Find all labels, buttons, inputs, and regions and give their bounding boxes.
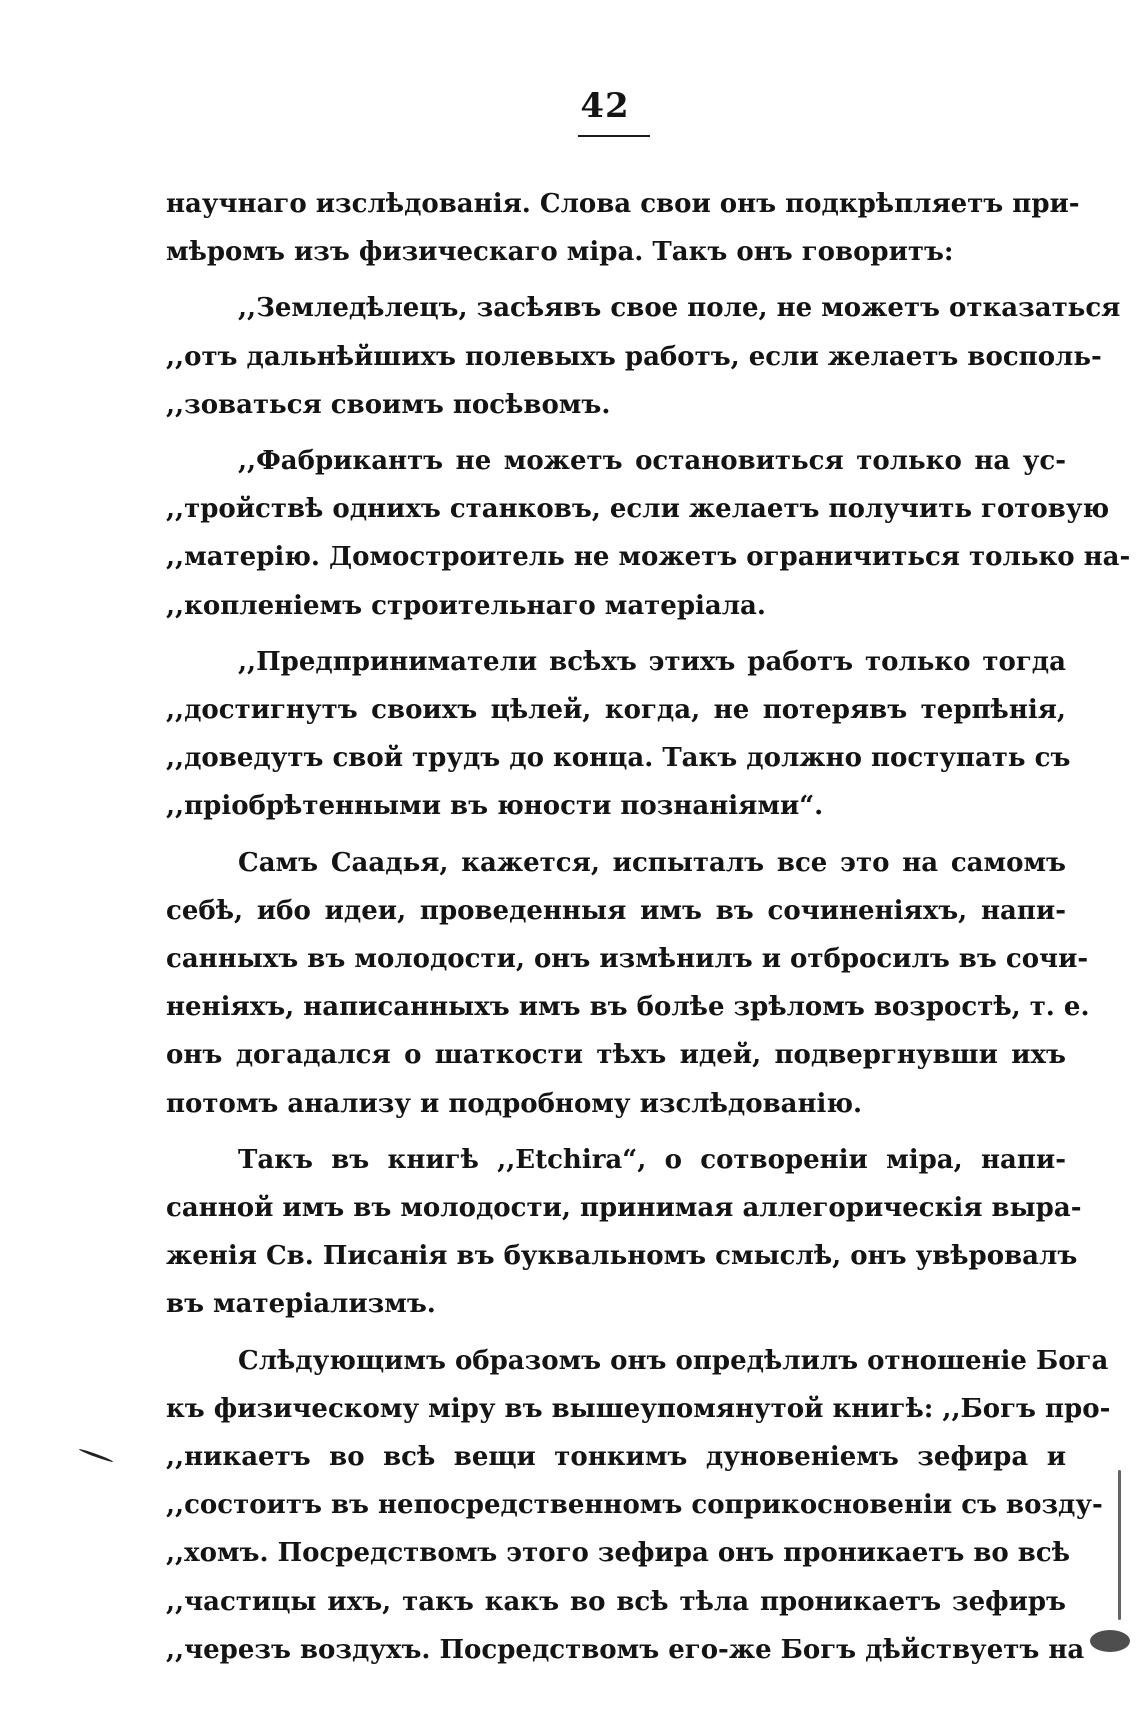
text-line: санной имъ въ молодости, принимая аллегорическія выра-: [166, 1193, 1082, 1224]
text-line: ,,отъ дальнѣйшихъ полевыхъ работъ, если желаетъ восполь-: [166, 341, 1102, 372]
text-line: себѣ, ибо идеи, проведенныя имъ въ сочиненіяхъ, напи-: [166, 895, 1066, 926]
scan-smudge: [1118, 1470, 1121, 1620]
text-line: ,,копленіемъ строительнаго матеріала.: [166, 590, 766, 621]
text-line: ,,тройствѣ однихъ станковъ, если желаетъ получить готовую: [166, 494, 1110, 525]
text-line: санныхъ въ молодости, онъ измѣнилъ и отбросилъ въ сочи-: [166, 944, 1089, 975]
text-line: ,,Земледѣлецъ, засѣявъ свое поле, не можетъ отказаться: [238, 293, 1121, 324]
text-line: ,,частицы ихъ, такъ какъ во всѣ тѣла проникаетъ зефиръ: [166, 1586, 1066, 1617]
text-line: ,,доведутъ свой трудъ до конца. Такъ должно поступать съ: [166, 743, 1071, 774]
body-text: [166, 180, 1131, 1674]
text-line: Самъ Саадья, кажется, испыталъ все это на самомъ: [238, 847, 1066, 878]
paragraph-gap: [166, 630, 1066, 638]
text-line: ,,матерію. Домостроитель не можетъ ограничиться только на-: [166, 542, 1131, 573]
paragraph-gap: [166, 831, 1066, 839]
scan-smudge: [79, 1448, 114, 1463]
text-line: ,,Фабрикантъ не можетъ остановиться только на ус-: [238, 446, 1066, 477]
text-line: ,,состоитъ въ непосредственномъ соприкосновеніи съ возду-: [166, 1490, 1103, 1521]
text-line: мѣромъ изъ физическаго міра. Такъ онъ говоритъ:: [166, 237, 954, 268]
scan-smudge: [1090, 1630, 1130, 1652]
text-line: женія Св. Писанія въ буквальномъ смыслѣ, онъ увѣровалъ: [166, 1241, 1078, 1272]
text-line: ,,пріобрѣтенными въ юности познаніями“.: [166, 791, 824, 822]
paragraph-gap: [166, 429, 1066, 437]
text-line: въ матеріализмъ.: [166, 1289, 436, 1320]
text-line: онъ догадался о шаткости тѣхъ идей, подвергнувши ихъ: [166, 1040, 1066, 1071]
text-line: ,,Предприниматели всѣхъ этихъ работъ только тогда: [238, 646, 1066, 677]
text-line: Такъ въ книгѣ ,,Etchira“, о сотвореніи міра, напи-: [238, 1144, 1066, 1175]
text-line: ,,черезъ воздухъ. Посредствомъ его-же Богъ дѣйствуетъ на: [166, 1634, 1085, 1665]
text-line: ,,никаетъ во всѣ вещи тонкимъ дуновеніемъ зефира и: [166, 1442, 1066, 1473]
text-line: научнаго изслѣдованія. Слова свои онъ подкрѣпляетъ при-: [166, 189, 1080, 219]
text-line: Слѣдующимъ образомъ онъ опредѣлилъ отношеніе Бога: [238, 1345, 1109, 1376]
paragraph-gap: [166, 1128, 1066, 1136]
text-line: къ физическому міру въ вышеупомянутой книгѣ: ,,Богъ про-: [166, 1393, 1111, 1424]
text-line: ,,хомъ. Посредствомъ этого зефира онъ проникаетъ во всѣ: [166, 1538, 1070, 1569]
page-number: 42: [580, 86, 630, 126]
paragraph-gap: [166, 276, 1066, 284]
text-line: ,,зоваться своимъ посѣвомъ.: [166, 389, 611, 420]
text-line: ,,достигнутъ своихъ цѣлей, когда, не потерявъ терпѣнія,: [166, 695, 1066, 726]
paragraph-gap: [166, 1329, 1066, 1337]
text-line: неніяхъ, написанныхъ имъ въ болѣе зрѣломъ возростѣ, т. е.: [166, 992, 1090, 1023]
page-number-rule: [578, 135, 650, 137]
text-line: потомъ анализу и подробному изслѣдованію.: [166, 1088, 863, 1119]
